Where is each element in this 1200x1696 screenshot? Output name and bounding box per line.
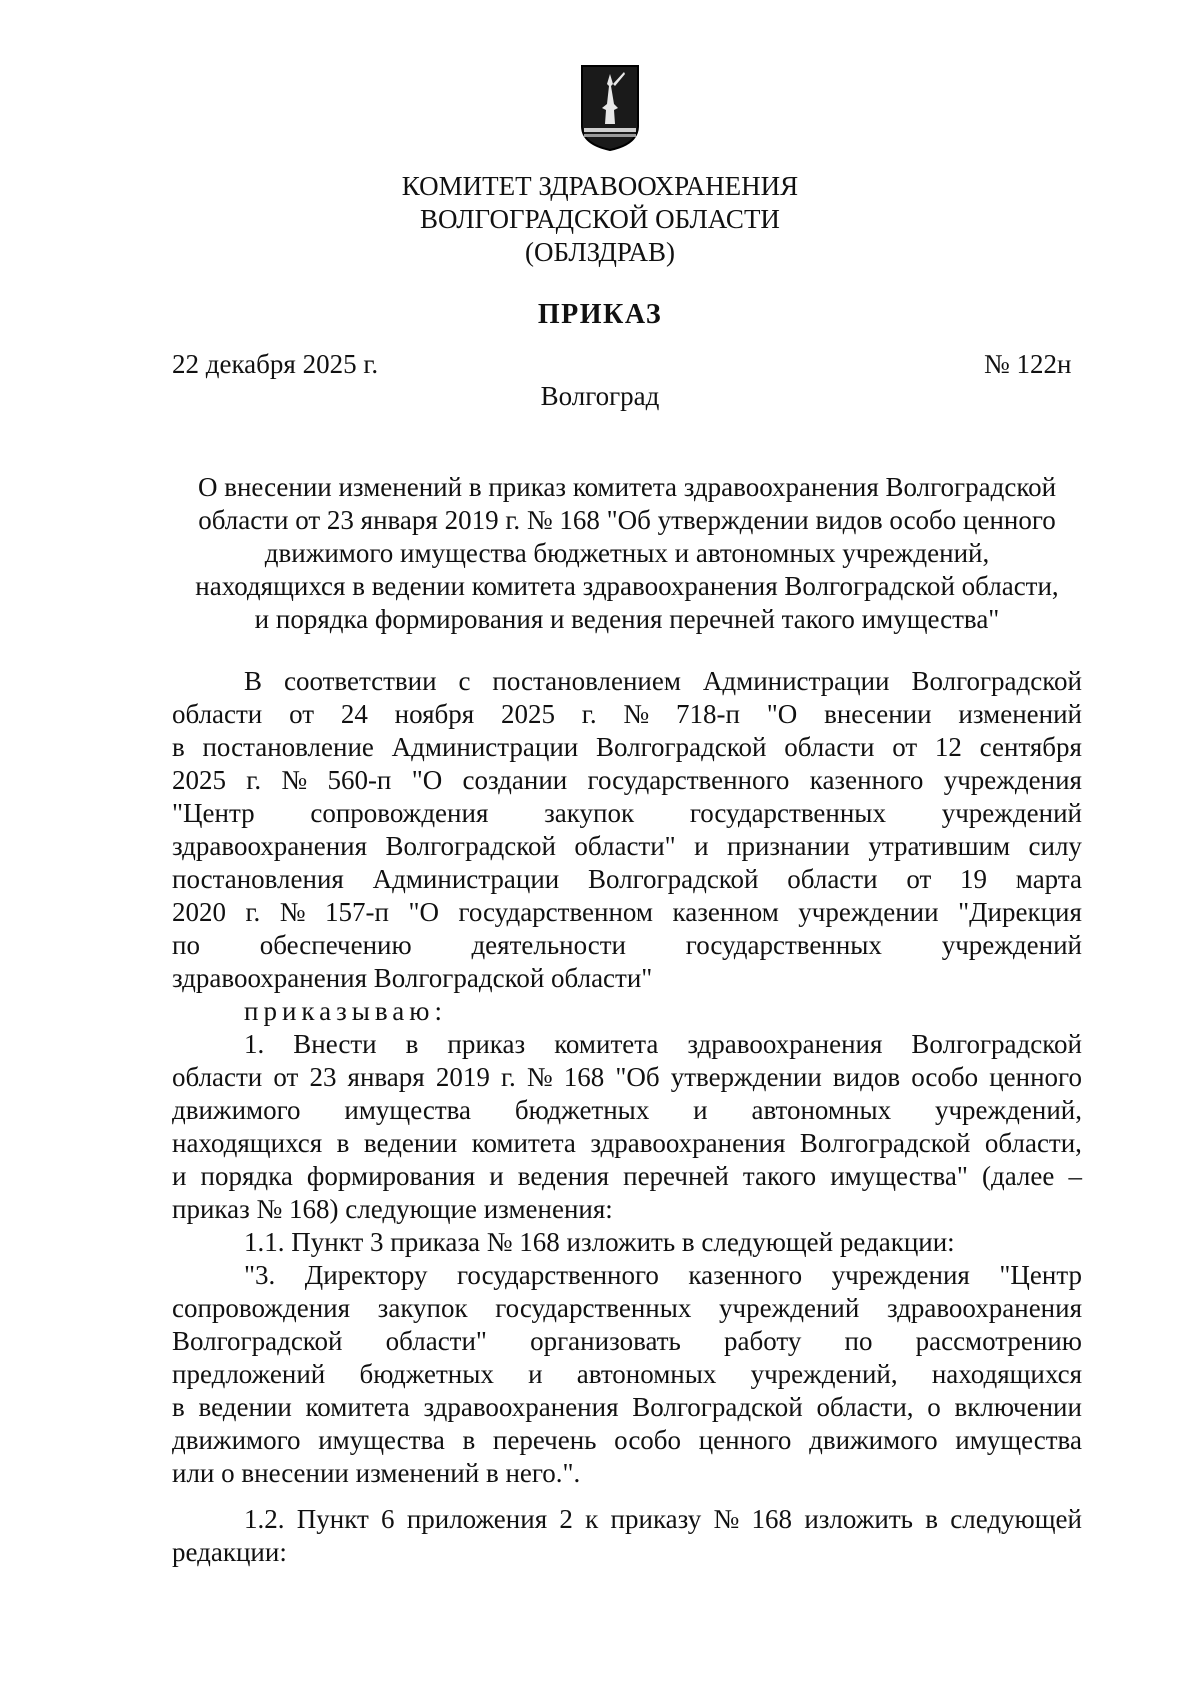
word: изменений: [958, 699, 1082, 729]
word: "Центр: [999, 1260, 1082, 1290]
word: государственного: [457, 1260, 659, 1290]
word: сентября: [979, 732, 1082, 762]
word: от: [273, 1062, 299, 1092]
word: здравоохранения: [172, 831, 368, 861]
subject-line: О внесении изменений в приказ комитета здравоохранения Волгоградской: [197, 472, 1057, 502]
word: рассмотрению: [915, 1326, 1082, 1356]
word: постановление: [202, 732, 374, 762]
body-line: приказ № 168) следующие изменения:: [172, 1194, 613, 1224]
word: "Об: [615, 1062, 660, 1092]
word: 718-п: [675, 699, 740, 729]
order-number: № 122н: [984, 349, 1072, 379]
word: казенном: [672, 897, 779, 927]
word: ценного: [989, 1062, 1082, 1092]
word: №: [623, 699, 650, 729]
word: Администрации: [372, 864, 560, 894]
word: 2020: [172, 897, 226, 927]
word: имущества": [830, 1161, 968, 1191]
word: Волгоградской: [911, 1029, 1082, 1059]
word: комитета: [471, 1128, 576, 1158]
word: Администрации: [702, 666, 890, 696]
word: государственного: [587, 765, 790, 795]
word: учреждений: [941, 798, 1082, 828]
body-line: [172, 1161, 1082, 1192]
subject-line: движимого имущества бюджетных и автономных учреждений,: [264, 538, 990, 568]
word: 6: [381, 1504, 395, 1534]
word: государственных: [689, 798, 886, 828]
word: обеспечению: [259, 930, 412, 960]
body-line: [172, 1425, 1082, 1456]
body-line: [172, 897, 1082, 928]
word: Внести: [293, 1029, 377, 1059]
word: находящихся: [931, 1359, 1082, 1389]
word: Волгоградской: [385, 831, 556, 861]
org-name-line2: ВОЛГОГРАДСКОЙ ОБЛАСТИ: [420, 204, 780, 234]
word: в: [172, 1392, 185, 1422]
word: включении: [954, 1392, 1082, 1422]
word: движимого: [172, 1095, 301, 1125]
word: ведении: [198, 1392, 292, 1422]
body-line: [172, 1062, 1082, 1093]
word: области,: [984, 1128, 1082, 1158]
subject-line: области от 23 января 2019 г. № 168 "Об утверждении видов особо ценного: [198, 505, 1056, 535]
word: видов: [832, 1062, 901, 1092]
word: здравоохранения: [687, 1029, 883, 1059]
word: Пункт: [296, 1504, 369, 1534]
word: 19: [960, 864, 988, 894]
word: государственном: [458, 897, 654, 927]
word: области,: [816, 1392, 914, 1422]
word: "Центр: [172, 798, 255, 828]
word: и: [172, 1161, 187, 1191]
word: "О: [411, 765, 443, 795]
word: здравоохранения: [590, 1128, 786, 1158]
word: комитета: [554, 1029, 659, 1059]
word: ведения: [517, 1161, 610, 1191]
word: 1.2.: [244, 1504, 285, 1534]
word: Волгоградской: [632, 1392, 803, 1422]
body-line: [172, 732, 1082, 763]
word: марта: [1015, 864, 1082, 894]
word: 560-п: [327, 765, 392, 795]
word: комитета: [305, 1392, 410, 1422]
word: здравоохранения: [886, 1293, 1082, 1323]
word: 24: [340, 699, 368, 729]
word: деятельности: [471, 930, 627, 960]
word: государственных: [685, 930, 882, 960]
word: в: [336, 1128, 350, 1158]
word: января: [347, 1062, 425, 1092]
word: г.: [581, 699, 597, 729]
word: здравоохранения: [423, 1392, 619, 1422]
word: 1.: [244, 1029, 265, 1059]
word: учреждений,: [934, 1095, 1082, 1125]
word: закупок: [377, 1293, 468, 1323]
word: 168: [563, 1062, 605, 1092]
word: изложить: [804, 1504, 913, 1534]
word: утверждении: [670, 1062, 822, 1092]
word: приказу: [610, 1504, 702, 1534]
word: по: [844, 1326, 873, 1356]
word: г.: [246, 765, 262, 795]
body-line: [172, 1095, 1082, 1126]
word: движимого: [172, 1425, 301, 1455]
word: особо: [911, 1062, 979, 1092]
word: ведении: [363, 1128, 458, 1158]
body-line: [172, 930, 1082, 961]
body-line: [244, 1029, 1082, 1060]
word: "О: [408, 897, 439, 927]
word: области: [787, 864, 878, 894]
word: учреждения: [943, 765, 1082, 795]
body-line: [172, 1392, 1082, 1423]
body-line: [172, 1326, 1082, 1357]
word: учреждения: [831, 1260, 970, 1290]
word: порядка: [200, 1161, 293, 1191]
word: находящихся: [172, 1128, 323, 1158]
body-line: [244, 1260, 1082, 1291]
word: 2025: [500, 699, 555, 729]
word: Волгоградской: [595, 732, 767, 762]
word: особо: [614, 1425, 682, 1455]
word: такого: [742, 1161, 817, 1191]
word: в: [925, 1504, 938, 1534]
word: от: [906, 864, 932, 894]
word: 157-п: [325, 897, 389, 927]
word: к: [585, 1504, 599, 1534]
word: №: [526, 1062, 553, 1092]
word: и: [528, 1359, 543, 1389]
body-line: [244, 666, 1082, 697]
word: автономных: [576, 1359, 717, 1389]
word: Волгоградской: [911, 666, 1082, 696]
subject-line: и порядка формирования и ведения перечней такого имущества": [254, 604, 1000, 634]
body-line: [172, 699, 1082, 730]
body-line: [172, 1359, 1082, 1390]
word: соответствии: [283, 666, 437, 696]
body-line: 1.1. Пункт 3 приказа № 168 изложить в следующей редакции:: [244, 1227, 955, 1257]
word: Волгоградской: [172, 1326, 343, 1356]
word: "О: [766, 699, 798, 729]
word: казенного: [809, 765, 924, 795]
word: области: [784, 732, 875, 762]
word: учреждений: [941, 930, 1082, 960]
word: казенного: [688, 1260, 803, 1290]
word: области": [574, 831, 676, 861]
order-date: 22 декабря 2025 г.: [172, 349, 379, 379]
word: имущества: [955, 1425, 1082, 1455]
word: 2019: [435, 1062, 490, 1092]
body-line: [244, 1504, 1082, 1535]
word: учреждении: [798, 897, 939, 927]
word: бюджетных: [359, 1359, 494, 1389]
word: с: [458, 666, 471, 696]
word: от: [289, 699, 315, 729]
word: приказ: [447, 1029, 526, 1059]
word: перечней: [623, 1161, 729, 1191]
word: в: [405, 1029, 419, 1059]
body-line: [172, 864, 1082, 895]
word: о: [927, 1392, 941, 1422]
word: (далее: [981, 1161, 1055, 1191]
org-name-line1: КОМИТЕТ ЗДРАВООХРАНЕНИЯ: [401, 171, 799, 201]
word: "Дирекция: [958, 897, 1082, 927]
word: г.: [500, 1062, 516, 1092]
word: следующей: [950, 1504, 1082, 1534]
word: Волгоградской: [799, 1128, 971, 1158]
orders-keyword: приказываю:: [244, 996, 447, 1026]
word: сопровождения: [172, 1293, 351, 1323]
coat-of-arms-emblem: [580, 64, 640, 152]
word: Директору: [304, 1260, 428, 1290]
word: организовать: [530, 1326, 681, 1356]
word: В: [244, 666, 263, 696]
word: 168: [751, 1504, 793, 1534]
word: признании: [727, 831, 850, 861]
word: сопровождения: [310, 798, 489, 828]
word: в: [462, 1425, 476, 1455]
body-line: редакции:: [172, 1537, 287, 1567]
word: создании: [462, 765, 568, 795]
document-type-heading: ПРИКАЗ: [537, 299, 663, 330]
body-line: здравоохранения Волгоградской области": [172, 963, 653, 993]
word: ценного: [698, 1425, 792, 1455]
word: внесении: [824, 699, 932, 729]
word: работу: [724, 1326, 802, 1356]
word: и: [693, 1095, 708, 1125]
word: №: [281, 765, 308, 795]
word: силу: [1028, 831, 1082, 861]
word: области: [172, 1062, 263, 1092]
word: приложения: [406, 1504, 548, 1534]
org-name-line3: (ОБЛЗДРАВ): [525, 237, 675, 267]
word: в: [172, 732, 185, 762]
body-line: [172, 798, 1082, 829]
word: 2: [559, 1504, 573, 1534]
word: 12: [934, 732, 962, 762]
order-city: Волгоград: [540, 381, 660, 411]
word: "3.: [244, 1260, 276, 1290]
word: по: [172, 930, 200, 960]
word: закупок: [544, 798, 635, 828]
word: от: [892, 732, 918, 762]
word: государственных: [495, 1293, 692, 1323]
word: ноября: [394, 699, 475, 729]
word: учреждений: [719, 1293, 860, 1323]
subject-line: находящихся в ведении комитета здравоохранения Волгоградской области,: [195, 571, 1059, 601]
body-line: [172, 831, 1082, 862]
word: постановления: [172, 864, 344, 894]
word: предложений: [172, 1359, 326, 1389]
word: движимого: [809, 1425, 938, 1455]
word: области: [172, 699, 263, 729]
word: и: [489, 1161, 504, 1191]
word: –: [1068, 1161, 1082, 1191]
word: Волгоградской: [588, 864, 759, 894]
word: области": [385, 1326, 487, 1356]
word: постановлением: [492, 666, 681, 696]
word: бюджетных: [514, 1095, 650, 1125]
body-line: [172, 765, 1082, 796]
word: учреждений,: [750, 1359, 898, 1389]
body-line: [172, 1293, 1082, 1324]
word: №: [279, 897, 306, 927]
word: автономных: [751, 1095, 892, 1125]
word: 23: [309, 1062, 337, 1092]
word: и: [694, 831, 709, 861]
word: формирования: [306, 1161, 476, 1191]
word: г.: [245, 897, 261, 927]
word: 2025: [172, 765, 226, 795]
word: Администрации: [391, 732, 579, 762]
word: имущества: [318, 1425, 445, 1455]
word: имущества: [344, 1095, 472, 1125]
word: перечень: [492, 1425, 597, 1455]
body-line: или о внесении изменений в него.".: [172, 1458, 581, 1488]
body-line: [172, 1128, 1082, 1159]
word: №: [713, 1504, 740, 1534]
word: утратившим: [868, 831, 1011, 861]
